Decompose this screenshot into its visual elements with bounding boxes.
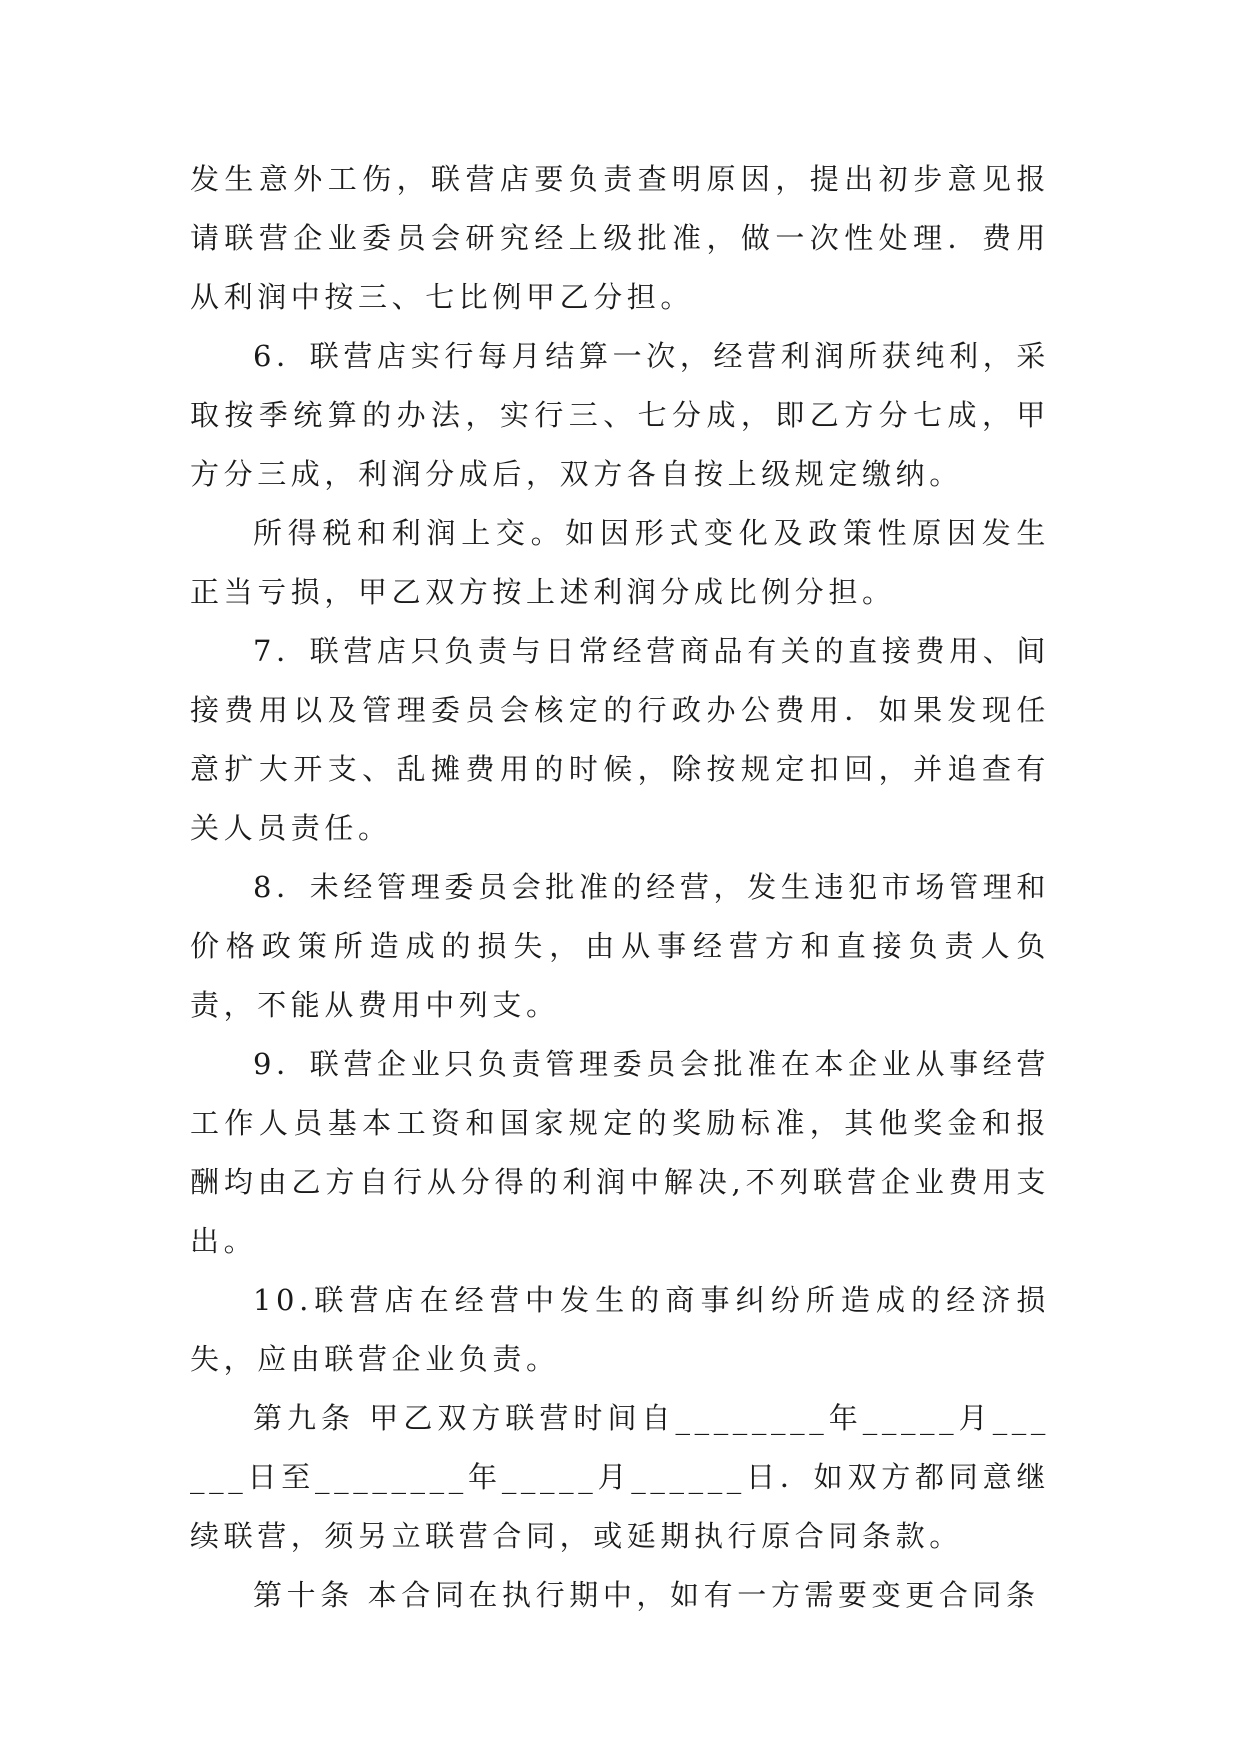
paragraph-clause-10: 10.联营店在经营中发生的商事纠纷所造成的经济损失，应由联营企业负责。 <box>190 1283 1050 1376</box>
paragraph-clause-6: 6．联营店实行每月结算一次，经营利润所获纯利，采取按季统算的办法，实行三、七分成，即乙方分七成，甲方分三成，利润分成后，双方各自按上级规定缴纳。 <box>190 339 1050 491</box>
paragraph-article-10: 第十条 本合同在执行期中，如有一方需要变更合同条 <box>253 1578 1040 1612</box>
paragraph-clause-7: 7．联营店只负责与日常经营商品有关的直接费用、间接费用以及管理委员会核定的行政办公费用．如果发现任意扩大开支、乱摊费用的时候，除按规定扣回，并追查有关人员责任。 <box>190 634 1050 845</box>
paragraph-clause-9: 9．联营企业只负责管理委员会批准在本企业从事经营工作人员基本工资和国家规定的奖励标准，其他奖金和报酬均由乙方自行从分得的利润中解决,不列联营企业费用支出。 <box>190 1047 1050 1258</box>
paragraph-income-tax: 所得税和利润上交。如因形式变化及政策性原因发生正当亏损，甲乙双方按上述利润分成比例分担。 <box>190 516 1050 609</box>
paragraph-work-injury: 发生意外工伤，联营店要负责查明原因，提出初步意见报请联营企业委员会研究经上级批准，做一次性处理．费用从利润中按三、七比例甲乙分担。 <box>190 162 1050 314</box>
document-body <box>190 150 1050 1625</box>
paragraph-article-9: 第九条 甲乙双方联营时间自________年_____月______日至________年_____月______日．如双方都同意继续联营，须另立联营合同，或延期执行原合同条款。 <box>190 1401 1050 1553</box>
paragraph-clause-8: 8．未经管理委员会批准的经营，发生违犯市场管理和价格政策所造成的损失，由从事经营方和直接负责人负责，不能从费用中列支。 <box>190 870 1050 1022</box>
